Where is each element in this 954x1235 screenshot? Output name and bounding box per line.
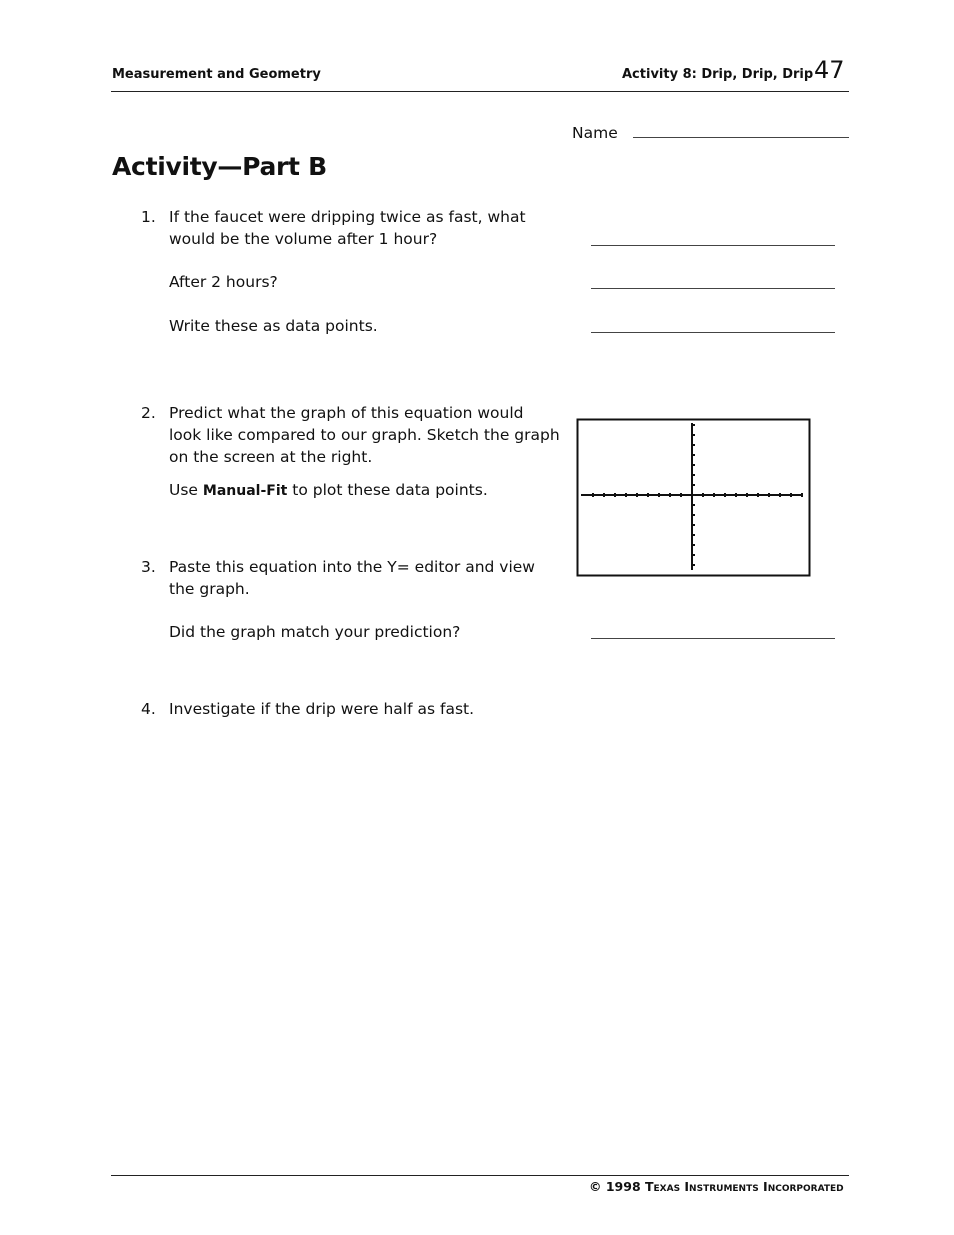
use-suffix: to plot these data points. — [292, 481, 488, 499]
name-answer-line[interactable] — [633, 137, 849, 138]
calculator-screen-sketch[interactable] — [575, 417, 812, 578]
question-3-line-1: Paste this equation into the Y= editor and view — [169, 558, 535, 576]
question-1-line-1: If the faucet were dripping twice as fast, what — [169, 208, 526, 226]
answer-line-data-points[interactable] — [591, 332, 835, 333]
page-number: 47 — [814, 56, 845, 84]
question-4-line-1: Investigate if the drip were half as fast. — [169, 700, 475, 718]
question-2-line-1: Predict what the graph of this equation would — [169, 404, 524, 422]
name-label: Name — [572, 124, 618, 142]
question-2-use-line — [169, 479, 488, 502]
question-1-number: 1. — [141, 208, 156, 226]
question-4-number: 4. — [141, 700, 156, 718]
question-1-sub-2: Write these as data points. — [169, 317, 378, 335]
answer-line-2-hours[interactable] — [591, 288, 835, 289]
footer-copyright: © 1998 Texas Instruments Incorporated — [589, 1179, 844, 1194]
question-2-line-2: look like compared to our graph. Sketch the graph — [169, 426, 560, 444]
manual-fit-keyword: Manual-Fit — [202, 483, 288, 499]
question-1-sub-1: After 2 hours? — [169, 273, 278, 291]
header-rule — [111, 91, 849, 92]
section-title: Activity—Part B — [112, 152, 327, 181]
answer-line-1-hour[interactable] — [591, 245, 835, 246]
question-1-line-2: would be the volume after 1 hour? — [169, 230, 438, 248]
use-prefix: Use — [169, 481, 198, 499]
header-subject: Measurement and Geometry — [112, 67, 321, 82]
header-activity: Activity 8: Drip, Drip, Drip — [622, 67, 814, 82]
question-3-line-2: the graph. — [169, 580, 250, 598]
question-3-number: 3. — [141, 558, 156, 576]
question-3-sub-1: Did the graph match your prediction? — [169, 623, 461, 641]
footer-rule — [111, 1175, 849, 1176]
question-2-line-3: on the screen at the right. — [169, 448, 373, 466]
question-2-number: 2. — [141, 404, 156, 422]
screen-frame — [578, 420, 810, 576]
answer-line-prediction[interactable] — [591, 638, 835, 639]
